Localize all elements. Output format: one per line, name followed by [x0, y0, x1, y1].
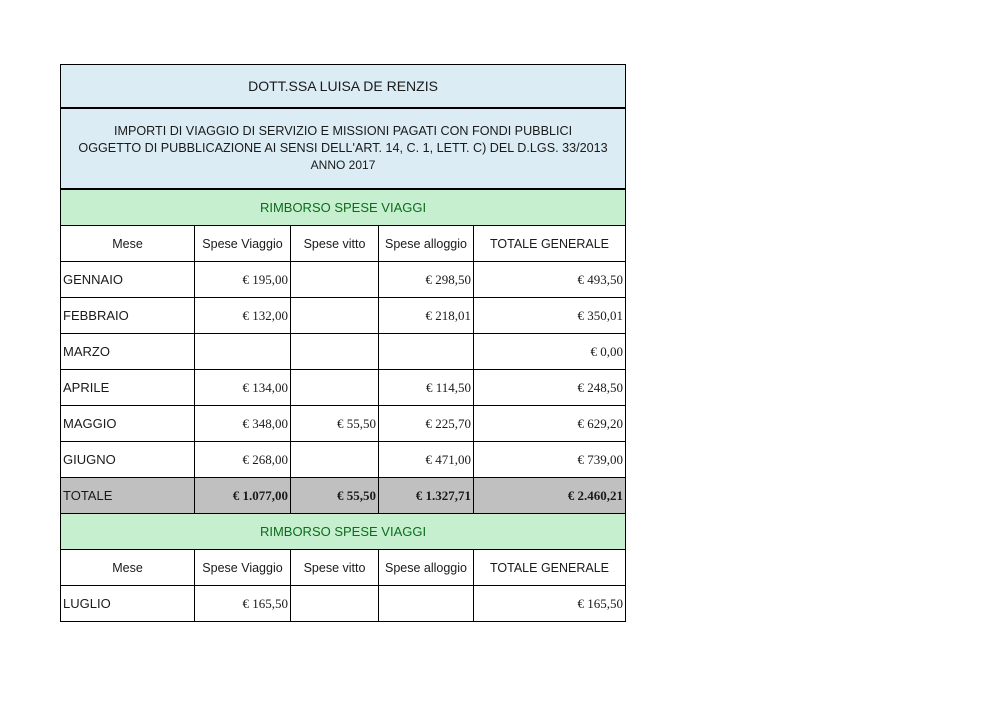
expense-table [60, 64, 626, 622]
table-row [61, 370, 626, 406]
spese-viaggio-cell: € 268,00 [195, 442, 291, 478]
total-row [61, 478, 626, 514]
spese-alloggio-cell: € 218,01 [379, 298, 474, 334]
table-row [61, 442, 626, 478]
column-header-spese-vitto: Spese vitto [291, 550, 379, 586]
spese-alloggio-cell: € 114,50 [379, 370, 474, 406]
section-title: RIMBORSO SPESE VIAGGI [61, 189, 626, 226]
totale-cell: € 739,00 [474, 442, 626, 478]
column-header-totale-generale: TOTALE GENERALE [474, 550, 626, 586]
month-cell: MAGGIO [61, 406, 195, 442]
column-header-row [61, 226, 626, 262]
spese-viaggio-cell: € 195,00 [195, 262, 291, 298]
totale-cell: € 165,50 [474, 586, 626, 622]
month-cell: FEBBRAIO [61, 298, 195, 334]
month-cell: GENNAIO [61, 262, 195, 298]
column-header-spese-viaggio: Spese Viaggio [195, 550, 291, 586]
month-cell: LUGLIO [61, 586, 195, 622]
table-row [61, 262, 626, 298]
column-header-spese-viaggio: Spese Viaggio [195, 226, 291, 262]
month-cell: GIUGNO [61, 442, 195, 478]
subtitle-line-2: OGGETTO DI PUBBLICAZIONE AI SENSI DELL'ART. 14, C. 1, LETT. C) DEL D.LGS. 33/2013 [78, 141, 608, 155]
spese-vitto-cell [291, 262, 379, 298]
column-header-spese-alloggio: Spese alloggio [379, 550, 474, 586]
title-row [61, 65, 626, 109]
totale-cell: € 493,50 [474, 262, 626, 298]
month-cell: APRILE [61, 370, 195, 406]
spese-viaggio-cell [195, 334, 291, 370]
table-row [61, 586, 626, 622]
spese-vitto-cell [291, 586, 379, 622]
totale-cell: € 350,01 [474, 298, 626, 334]
spese-alloggio-cell [379, 334, 474, 370]
totale-cell: € 0,00 [474, 334, 626, 370]
spese-vitto-cell [291, 298, 379, 334]
spese-vitto-cell [291, 442, 379, 478]
section-header [61, 514, 626, 550]
spese-viaggio-cell: € 348,00 [195, 406, 291, 442]
spese-alloggio-cell: € 225,70 [379, 406, 474, 442]
spese-vitto-cell [291, 334, 379, 370]
subtitle-line-1: IMPORTI DI VIAGGIO DI SERVIZIO E MISSIONI PAGATI CON FONDI PUBBLICI [113, 124, 573, 138]
column-header-mese: Mese [61, 550, 195, 586]
spese-alloggio-cell: € 298,50 [379, 262, 474, 298]
totale-cell: € 248,50 [474, 370, 626, 406]
column-header-spese-alloggio: Spese alloggio [379, 226, 474, 262]
subtitle-year: ANNO 2017 [310, 158, 376, 172]
total-label: TOTALE [61, 478, 195, 514]
column-header-spese-vitto: Spese vitto [291, 226, 379, 262]
spese-viaggio-cell: € 165,50 [195, 586, 291, 622]
spese-vitto-cell [291, 370, 379, 406]
table-row [61, 334, 626, 370]
column-header-row [61, 550, 626, 586]
spese-alloggio-cell [379, 586, 474, 622]
total-spese-viaggio: € 1.077,00 [195, 478, 291, 514]
spese-vitto-cell: € 55,50 [291, 406, 379, 442]
column-header-mese: Mese [61, 226, 195, 262]
month-cell: MARZO [61, 334, 195, 370]
column-header-totale-generale: TOTALE GENERALE [474, 226, 626, 262]
totale-cell: € 629,20 [474, 406, 626, 442]
section-header [61, 189, 626, 226]
total-generale: € 2.460,21 [474, 478, 626, 514]
spese-alloggio-cell: € 471,00 [379, 442, 474, 478]
document-subtitle [61, 108, 626, 189]
spese-viaggio-cell: € 132,00 [195, 298, 291, 334]
table-row [61, 406, 626, 442]
total-spese-vitto: € 55,50 [291, 478, 379, 514]
subtitle-row [61, 108, 626, 189]
table-row [61, 298, 626, 334]
spese-viaggio-cell: € 134,00 [195, 370, 291, 406]
section-title: RIMBORSO SPESE VIAGGI [61, 514, 626, 550]
total-spese-alloggio: € 1.327,71 [379, 478, 474, 514]
person-name: DOTT.SSA LUISA DE RENZIS [61, 65, 626, 109]
